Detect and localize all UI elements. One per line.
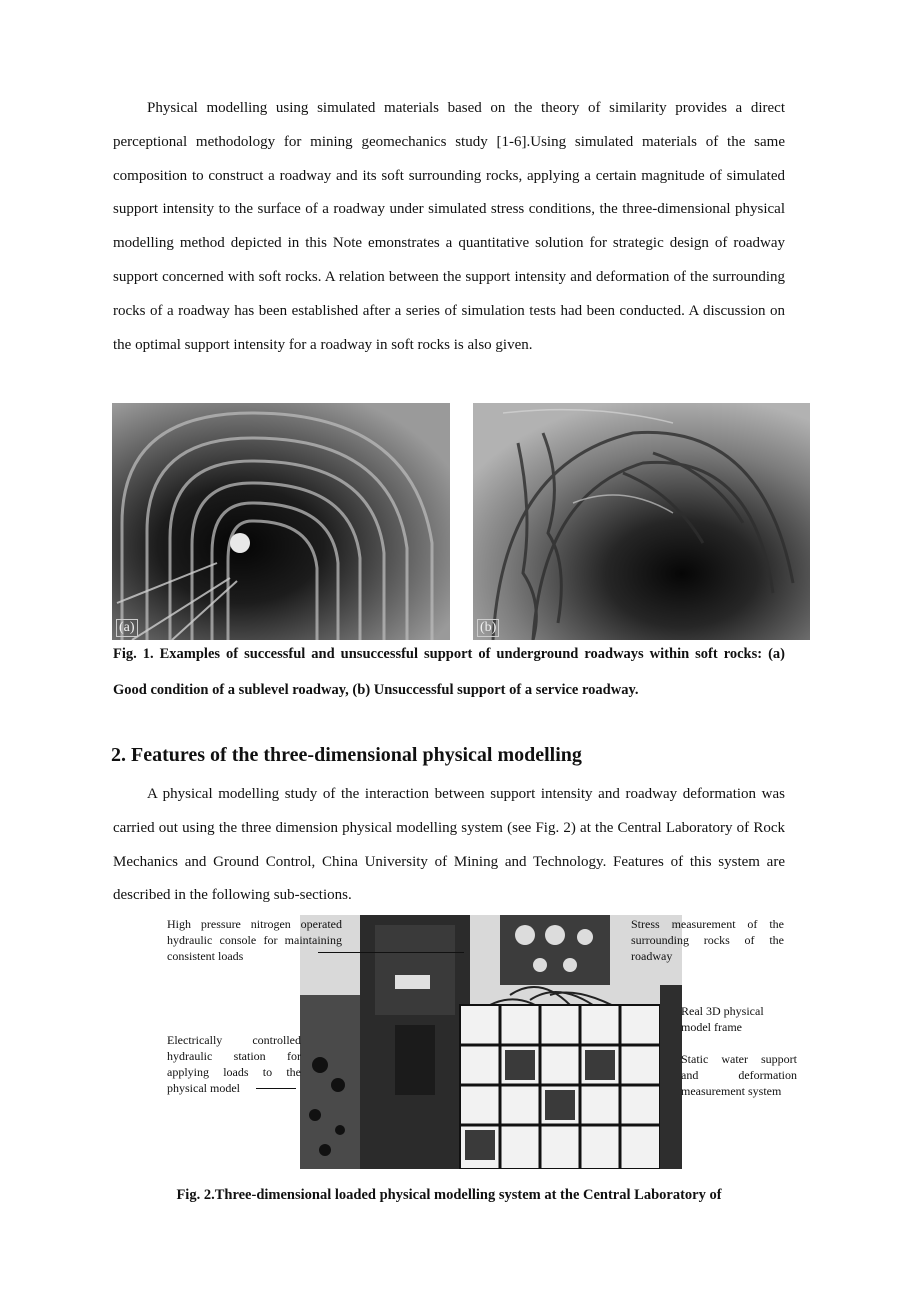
figure1-tag-a: (a) (116, 619, 138, 637)
section-heading: 2. Features of the three-dimensional physical modelling (111, 744, 582, 766)
intro-paragraph: Physical modelling using simulated materials based on the theory of similarity provides a direct perceptional methodology for mining geomechanics study [1-6].Using simulated materials of the same composition to construct a roadway and its soft surrounding rocks, applying a certain magnitude of simulated support intensity to the surface of a roadway under simulated stress conditions, the three-dimensional physical modelling method depicted in this Note emonstrates a quantitative solution for strategic design of roadway support concerned with soft rocks. A relation between the support intensity and deformation of the surrounding rocks of a roadway has been established after a series of simulation tests had been conducted. A discussion on the optimal support intensity for a roadway in soft rocks is also given. (113, 100, 785, 353)
collapsed-roadway-graphic (473, 403, 810, 640)
figure1-photo-a (112, 403, 450, 640)
label-stress-measurement: Stress measurement of the surrounding rocks of the roadway (631, 917, 784, 963)
label-hydraulic-station: Electrically controlled hydraulic station for applying loads to the physical model (167, 1033, 301, 1095)
label-water-support: Static water support and deformation measurement system (681, 1052, 797, 1098)
figure1-tag-b: (b) (477, 619, 499, 637)
section-paragraph: A physical modelling study of the interaction between support intensity and roadway deformation was carried out using the three dimension physical modelling system (see Fig. 2) at the Central Laboratory of Rock Mechanics and Ground Control, China University of Mining and Technology. Features of this system are described in the following sub-sections. (113, 786, 785, 904)
figure2-caption: Fig. 2.Three-dimensional loaded physical modelling system at the Central Laboratory of (176, 1187, 722, 1203)
pointer-line-nitrogen (318, 952, 464, 953)
tunnel-photo-graphic (112, 403, 450, 640)
pointer-line-hydraulic (256, 1088, 296, 1089)
label-model-frame: Real 3D physical model frame (681, 1004, 764, 1034)
label-nitrogen-console: High pressure nitrogen operated hydraulic console for maintaining consistent loads (167, 917, 342, 963)
figure1-caption: Fig. 1. Examples of successful and unsuccessful support of underground roadways within soft rocks: (a) Good condition of a sublevel roadway, (b) Unsuccessful support of a service roadway. (113, 646, 785, 698)
figure1-photo-b (473, 403, 810, 640)
modelling-system-photo (300, 915, 682, 1169)
